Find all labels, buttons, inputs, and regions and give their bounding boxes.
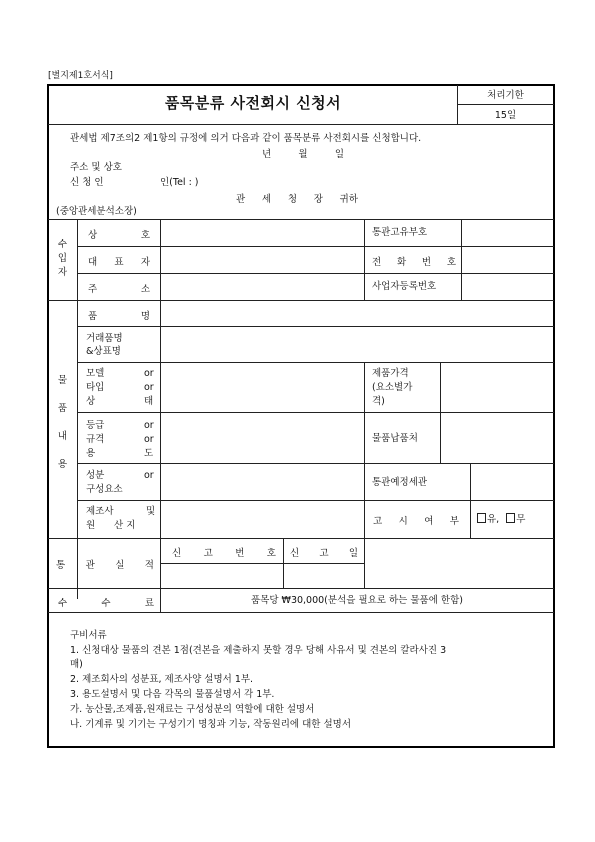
yes-option-label: 유, [487, 514, 500, 525]
grade-label-right2: or [144, 434, 154, 445]
delivery-destination-label: 물품납품처 [372, 433, 418, 444]
business-registration-label: 사업자등록번호 [372, 281, 437, 292]
divider [48, 219, 554, 220]
grade-label-line3: 용 [86, 448, 96, 459]
model-label-line2: 타입 [86, 382, 105, 393]
grade-label-line2: 규격 [86, 434, 105, 445]
label-char: 호 [446, 257, 456, 268]
divider [77, 326, 554, 327]
label-char: 료 [144, 598, 154, 609]
divider [77, 273, 554, 274]
model-label-right2: or [144, 382, 154, 393]
model-label-line3: 상 [86, 396, 96, 407]
model-label-right1: or [144, 368, 154, 379]
label-char: 호 [140, 230, 150, 241]
grade-label-right3: 도 [144, 448, 154, 459]
divider [470, 463, 471, 538]
divider [160, 563, 364, 564]
trade-name-label-line2: &상표명 [86, 346, 121, 357]
model-label-right3: 태 [144, 396, 154, 407]
manufacturer-label-line1: 제조사 [86, 506, 114, 517]
seal-tel-field: 인(Tel : ) [160, 177, 199, 188]
divider [48, 588, 554, 589]
required-document-line: 2. 제조회사의 성분표, 제조사양 설명서 1부. [70, 674, 254, 685]
label-char: 부 [449, 516, 459, 527]
goods-section-label [48, 372, 77, 470]
label-char: 상 [88, 230, 98, 241]
label-char: 통 [56, 560, 66, 571]
divider [77, 219, 78, 599]
addressee-char: 청 [287, 194, 297, 205]
label-char: 일 [348, 548, 358, 559]
label-char: 여 [424, 516, 434, 527]
label-char: 실 [115, 560, 125, 571]
label-char: 수 [58, 598, 68, 609]
label-char: 번 [235, 548, 245, 559]
processing-period-label: 처리기한 [487, 90, 524, 101]
label-char: 내 [57, 431, 68, 442]
addressee-char: 장 [313, 194, 323, 205]
processing-period-value: 15일 [494, 110, 517, 121]
composition-label-right1: or [144, 470, 154, 481]
fee-label [58, 595, 154, 609]
divider [77, 246, 554, 247]
date-year: 년 [262, 149, 272, 160]
trade-name-label-line1: 거래품명 [86, 333, 123, 344]
required-document-line: 나. 기계류 및 기기는 구성기기 명칭과 기능, 작동원리에 대한 설명서 [70, 719, 351, 730]
label-char: 신 [172, 548, 182, 559]
label-char: 수 [101, 598, 111, 609]
notice-options [477, 513, 525, 525]
label-char: 관 [85, 560, 95, 571]
date-line [262, 146, 344, 160]
label-char: 수 [57, 239, 68, 250]
manufacturer-label-line2: 원 [86, 520, 96, 531]
divider [77, 362, 554, 363]
no-option-label: 무 [516, 514, 526, 525]
manufacturer-label-right2: 산 지 [114, 520, 136, 531]
label-char: 적 [144, 560, 154, 571]
grade-label-line1: 등급 [86, 420, 105, 431]
manufacturer-label-right1: 및 [146, 506, 156, 517]
label-char: 번 [421, 257, 432, 268]
price-label-line3: 격) [372, 396, 385, 407]
expected-customs-label: 통관예정세관 [372, 477, 428, 488]
address-label [88, 281, 150, 295]
label-char: 신 [290, 548, 300, 559]
divider [48, 538, 554, 539]
divider [48, 300, 554, 301]
importer-section-label [48, 236, 77, 276]
divider [364, 538, 365, 588]
label-char: 전 [372, 257, 382, 268]
report-date-header [290, 545, 358, 559]
label-char: 주 [88, 284, 98, 295]
divider [77, 463, 554, 464]
label-char: 입 [57, 253, 68, 264]
label-char: 고 [203, 548, 213, 559]
application-statement: 관세법 제7조의2 제1항의 규정에 의거 다음과 같이 품목분류 사전회시를 신청합니다. [70, 133, 422, 144]
fee-value: 품목당 ₩30,000(분석을 필요로 하는 물품에 한함) [251, 595, 463, 606]
required-document-line: 매) [70, 659, 83, 670]
representative-label [88, 254, 150, 268]
required-document-line: 3. 용도설명서 및 다음 각목의 물품설명서 각 1부. [70, 689, 275, 700]
label-char: 자 [140, 257, 150, 268]
divider [77, 500, 554, 501]
address-company-label: 주소 및 상호 [70, 162, 122, 173]
form-title: 품목분류 사전회시 신청서 [164, 94, 342, 112]
divider [364, 362, 365, 538]
date-month: 월 [298, 149, 308, 160]
divider [461, 219, 462, 300]
label-char: 대 [88, 257, 98, 268]
phone-number-label [372, 254, 456, 268]
label-char: 고 [373, 516, 383, 527]
label-char: 시 [398, 516, 408, 527]
divider [77, 412, 554, 413]
label-char: 품 [88, 311, 98, 322]
divider [364, 219, 365, 300]
price-label-line1: 제품가격 [372, 368, 409, 379]
company-name-label [88, 227, 150, 241]
no-checkbox[interactable] [506, 513, 515, 523]
label-char: 소 [140, 284, 150, 295]
label-char: 품 [57, 403, 68, 414]
divider [48, 124, 554, 125]
addressee-char: 관 [236, 194, 246, 205]
clearance-history-label [56, 557, 154, 571]
label-char: 물 [57, 375, 68, 386]
label-char: 명 [140, 311, 150, 322]
via-office-label: (중앙관세분석소장) [56, 206, 137, 217]
label-char: 호 [266, 548, 276, 559]
item-name-label [88, 308, 150, 322]
composition-label-line1: 성분 [86, 470, 105, 481]
label-char: 자 [57, 267, 68, 278]
applicant-label: 신 청 인 [70, 177, 104, 188]
required-document-line: 가. 농산물,조제품,원재료는 구성성분의 역할에 대한 설명서 [70, 704, 315, 715]
grade-label-right1: or [144, 420, 154, 431]
composition-label-line2: 구성요소 [86, 484, 123, 495]
report-number-header [172, 545, 276, 559]
price-label-line2: (요소별가 [372, 382, 413, 393]
date-day: 일 [334, 149, 344, 160]
label-char: 화 [396, 257, 407, 268]
label-char: 표 [114, 257, 124, 268]
addressee-char: 세 [261, 194, 272, 205]
label-char: 고 [319, 548, 329, 559]
divider [457, 104, 554, 105]
yes-checkbox[interactable] [477, 513, 486, 523]
divider [48, 612, 554, 613]
label-char: 용 [57, 459, 68, 470]
divider [440, 362, 441, 463]
notice-status-label [373, 513, 459, 527]
required-documents-heading: 구비서류 [70, 630, 107, 641]
form-number-label: [별지제1호서식] [48, 71, 113, 81]
required-document-line: 1. 신청대상 물품의 견본 1점(견본을 제출하지 못할 경우 당해 사유서 및 견본의 칼라사진 3 [70, 645, 447, 656]
addressee-line [236, 191, 358, 205]
customs-code-label: 통관고유부호 [372, 227, 428, 238]
addressee-char: 귀하 [339, 194, 358, 205]
model-label-line1: 모델 [86, 368, 105, 379]
